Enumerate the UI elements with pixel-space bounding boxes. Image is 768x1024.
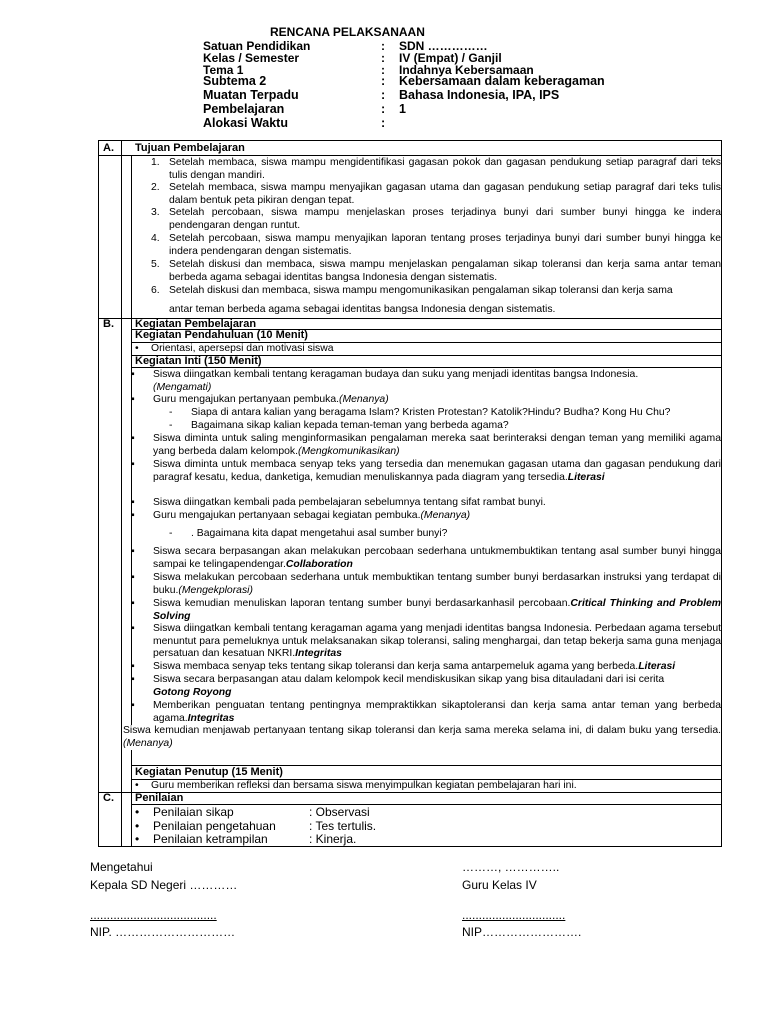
- sign-left-nip: NIP. …………………………: [90, 925, 236, 939]
- header-label: Kelas / Semester: [203, 51, 300, 65]
- inti-tag: Gotong Royong: [153, 686, 232, 698]
- square-bullet: ▪: [131, 700, 135, 711]
- inti-title: Kegiatan Inti (150 Menit): [135, 355, 262, 367]
- sign-left-1: Mengetahui: [90, 860, 153, 874]
- penilaian-value: : Kinerja.: [309, 832, 357, 846]
- square-bullet: ▪: [131, 598, 135, 609]
- header-label: Tema 1: [203, 63, 244, 77]
- bullet: •: [135, 832, 140, 846]
- inti-tag: (Menanya): [123, 737, 173, 749]
- sign-right-2: Guru Kelas IV: [462, 878, 537, 892]
- tujuan-text: Setelah percobaan, siswa mampu menjelaskan proses terjadinya bunyi dari sumber bunyi hingga ke indera pendengaran dengan runtut.: [169, 207, 721, 231]
- header-colon: :: [381, 39, 385, 53]
- inti-tag: (Menanya): [420, 510, 471, 521]
- inti-text: Guru mengajukan pertanyaan pembuka.: [153, 394, 339, 405]
- tujuan-number: 2.: [151, 182, 160, 193]
- inti-tag: (Mengamati): [153, 381, 212, 393]
- pendahuluan-title: Kegiatan Pendahuluan (10 Menit): [135, 329, 308, 341]
- penilaian-value: : Observasi: [309, 805, 370, 819]
- header-colon: :: [381, 51, 385, 65]
- inti-tag: Literasi: [567, 471, 605, 483]
- square-bullet: ▪: [131, 674, 135, 685]
- penilaian-label: Penilaian sikap: [153, 805, 234, 819]
- header-label: Alokasi Waktu: [203, 116, 288, 130]
- tujuan-text: Setelah membaca, siswa mampu menyajikan gagasan utama dan gagasan pendukung setiap paragraf dari teks tulis dalam bentuk peta pikiran dengan tepat.: [169, 182, 721, 206]
- inti-tag: Literasi: [638, 661, 676, 672]
- header-value: IV (Empat) / Ganjil: [399, 51, 502, 65]
- header-colon: :: [381, 88, 386, 102]
- inti-tag: Integritas: [187, 712, 235, 724]
- inti-text: Siswa diminta untuk membaca senyap teks yang tersedia dan menemukan gagasan utama dan gagasan pendukung dari paragraf kesatu, kedua, danketiga, kemudian menuliskannya pada diagram yang tersedia.: [153, 459, 721, 483]
- section-title: Kegiatan Pembelajaran: [135, 318, 257, 330]
- row-divider: [99, 155, 721, 156]
- square-bullet: ▪: [131, 661, 135, 672]
- section-letter: A.: [103, 142, 114, 154]
- inti-tag: Collaboration: [285, 558, 353, 570]
- penutup-item: Guru memberikan refleksi dan bersama siswa menyimpulkan kegiatan pembelajaran hari ini.: [151, 780, 577, 791]
- question: Siapa di antara kalian yang beragama Islam? Kristen Protestan? Katolik?Hindu? Budha? Kong Hu Chu?: [191, 407, 671, 418]
- section-title: Tujuan Pembelajaran: [135, 142, 245, 154]
- penilaian-value: : Tes tertulis.: [309, 819, 377, 833]
- header-colon: :: [381, 74, 386, 88]
- tujuan-text: antar teman berbeda agama sebagai identitas bangsa Indonesia dengan sistematis.: [169, 304, 556, 315]
- header-value: Indahnya Kebersamaan: [399, 63, 534, 77]
- inti-text: Siswa secara berpasangan akan melakukan percobaan sederhana untukmembuktikan tentang asal sumber bunyi hingga sampai ke telingapendengar.: [153, 546, 721, 570]
- inti-tag: (Menanya): [339, 394, 389, 405]
- square-bullet: ▪: [131, 510, 135, 521]
- tujuan-text: Setelah diskusi dan membaca, siswa mampu menjelaskan pengalaman sikap toleransi dan kerja sama antar teman berbeda agama sebagai identitas bangsa Indonesia dengan sistematis.: [169, 259, 721, 283]
- inti-text: Siswa melakukan percobaan sederhana untuk membuktikan tentang sumber bunyi berdasarkan instruksi yang terdapat di buku.: [153, 572, 721, 596]
- tujuan-text: Setelah membaca, siswa mampu mengidentifikasi gagasan pokok dan gagasan pendukung setiap paragraf dari teks tulis dengan mandiri.: [169, 157, 721, 181]
- inti-closing: [123, 725, 721, 750]
- tujuan-number: 6.: [151, 285, 160, 296]
- header-colon: :: [381, 116, 386, 130]
- header-label: Pembelajaran: [203, 102, 285, 116]
- bullet: •: [135, 805, 140, 819]
- header-label: Muatan Terpadu: [203, 88, 299, 102]
- tujuan-text: Setelah diskusi dan membaca, siswa mampu mengomunikasikan pengalaman sikap toleransi dan kerja sama: [169, 285, 673, 296]
- row-divider: [131, 367, 721, 368]
- penilaian-label: Penilaian ketrampilan: [153, 832, 268, 846]
- header-value: Kebersamaan dalam keberagaman: [399, 74, 605, 88]
- header-colon: :: [381, 102, 386, 116]
- sign-left-line: ......................................: [90, 908, 217, 922]
- tujuan-text: Setelah percobaan, siswa mampu menyajikan laporan tentang proses terjadinya bunyi dari sumber bunyi hingga ke indera pendengaran dengan sistematis.: [169, 233, 721, 257]
- dash: -: [169, 407, 173, 418]
- square-bullet: ▪: [131, 433, 135, 444]
- rpp-table: [98, 140, 722, 847]
- sign-left-2: Kepala SD Negeri …………: [90, 878, 238, 892]
- inti-text: Siswa secara berpasangan atau dalam kelompok kecil mendiskusikan sikap yang bisa ditauladani dari isi cerita: [153, 674, 665, 685]
- inti-text: Siswa diminta untuk saling menginformasikan pengalaman mereka saat berinteraksi dengan teman yang memiliki agama yang berbeda dalam kelompok.: [153, 433, 721, 457]
- question: Bagaimana sikap kalian kepada teman-teman yang berbeda agama?: [191, 420, 509, 431]
- tujuan-number: 1.: [151, 157, 160, 168]
- inti-tag: (Mengkomunikasikan): [297, 445, 400, 457]
- inti-text: Siswa kemudian menuliskan laporan tentang sumber bunyi berdasarkanhasil percobaan.: [153, 598, 571, 609]
- section-letter: B.: [103, 318, 114, 330]
- bullet: •: [135, 819, 140, 833]
- inti-text: Siswa membaca senyap teks tentang sikap toleransi dan kerja sama antarpemeluk agama yang berbeda.: [153, 661, 639, 672]
- square-bullet: ▪: [131, 497, 135, 508]
- sign-right-nip: NIP…………………….: [462, 925, 582, 939]
- column-divider: [121, 141, 122, 846]
- inti-tag: Critical Thinking and Problem Solving: [153, 598, 721, 622]
- inti-text: Siswa kemudian menjawab pertanyaan tentang sikap toleransi dan kerja sama mereka selama ini, di dalam buku yang tersedia.: [123, 725, 721, 736]
- inti-text: Memberikan penguatan tentang pentingnya mempraktikkan sikaptoleransi dan kerja sama antar teman yang berbeda agama.: [153, 700, 721, 724]
- tujuan-number: 4.: [151, 233, 160, 244]
- header-value: SDN ……………: [399, 39, 488, 53]
- inti-tag: (Mengekplorasi): [178, 584, 253, 596]
- bullet: •: [135, 780, 139, 791]
- square-bullet: ▪: [131, 572, 135, 583]
- square-bullet: ▪: [131, 369, 135, 380]
- dash: -: [169, 420, 173, 431]
- inti-text: Siswa diingatkan kembali tentang keragaman budaya dan suku yang menjadi identitas bangsa Indonesia.: [153, 369, 639, 380]
- tujuan-number: 3.: [151, 207, 160, 218]
- inti-tag: Integritas: [295, 648, 342, 659]
- square-bullet: ▪: [131, 546, 135, 557]
- penilaian-label: Penilaian pengetahuan: [153, 819, 276, 833]
- inti-text: Guru mengajukan pertanyaan sebagai kegiatan pembuka.: [153, 510, 421, 521]
- penutup-title: Kegiatan Penutup (15 Menit): [135, 766, 283, 778]
- sign-right-1: ………, …………..: [462, 860, 560, 874]
- header-value: 1: [399, 102, 406, 116]
- header-colon: :: [381, 63, 385, 77]
- square-bullet: ▪: [131, 623, 135, 634]
- header-label: Satuan Pendidikan: [203, 39, 311, 53]
- bullet: •: [135, 343, 139, 354]
- page-title: RENCANA PELAKSANAAN: [270, 25, 425, 39]
- square-bullet: ▪: [131, 394, 135, 405]
- question: . Bagaimana kita dapat mengetahui asal sumber bunyi?: [191, 528, 448, 539]
- row-divider: [99, 792, 721, 793]
- inti-text: Siswa diingatkan kembali pada pembelajaran sebelumnya tentang sifat rambat bunyi.: [153, 497, 546, 508]
- square-bullet: ▪: [131, 459, 135, 470]
- inti-text: Siswa diingatkan kembali tentang keragaman agama yang menjadi identitas bangsa Indonesia. Perbedaan agama tersebut menuntut para pemeluknya untuk melaksanakan sikap toleransi, saling menghargai, dan tetap bekerja sama guna menjaga persatuan dan kesatuan NKRI.: [153, 623, 721, 659]
- sign-right-line: ...............................: [462, 908, 566, 922]
- header-value: Bahasa Indonesia, IPA, IPS: [399, 88, 560, 102]
- dash: -: [169, 528, 173, 539]
- header-label: Subtema 2: [203, 74, 267, 88]
- section-title: Penilaian: [135, 792, 184, 804]
- section-letter: C.: [103, 792, 114, 804]
- tujuan-number: 5.: [151, 259, 160, 270]
- pendahuluan-item: Orientasi, apersepsi dan motivasi siswa: [151, 343, 334, 354]
